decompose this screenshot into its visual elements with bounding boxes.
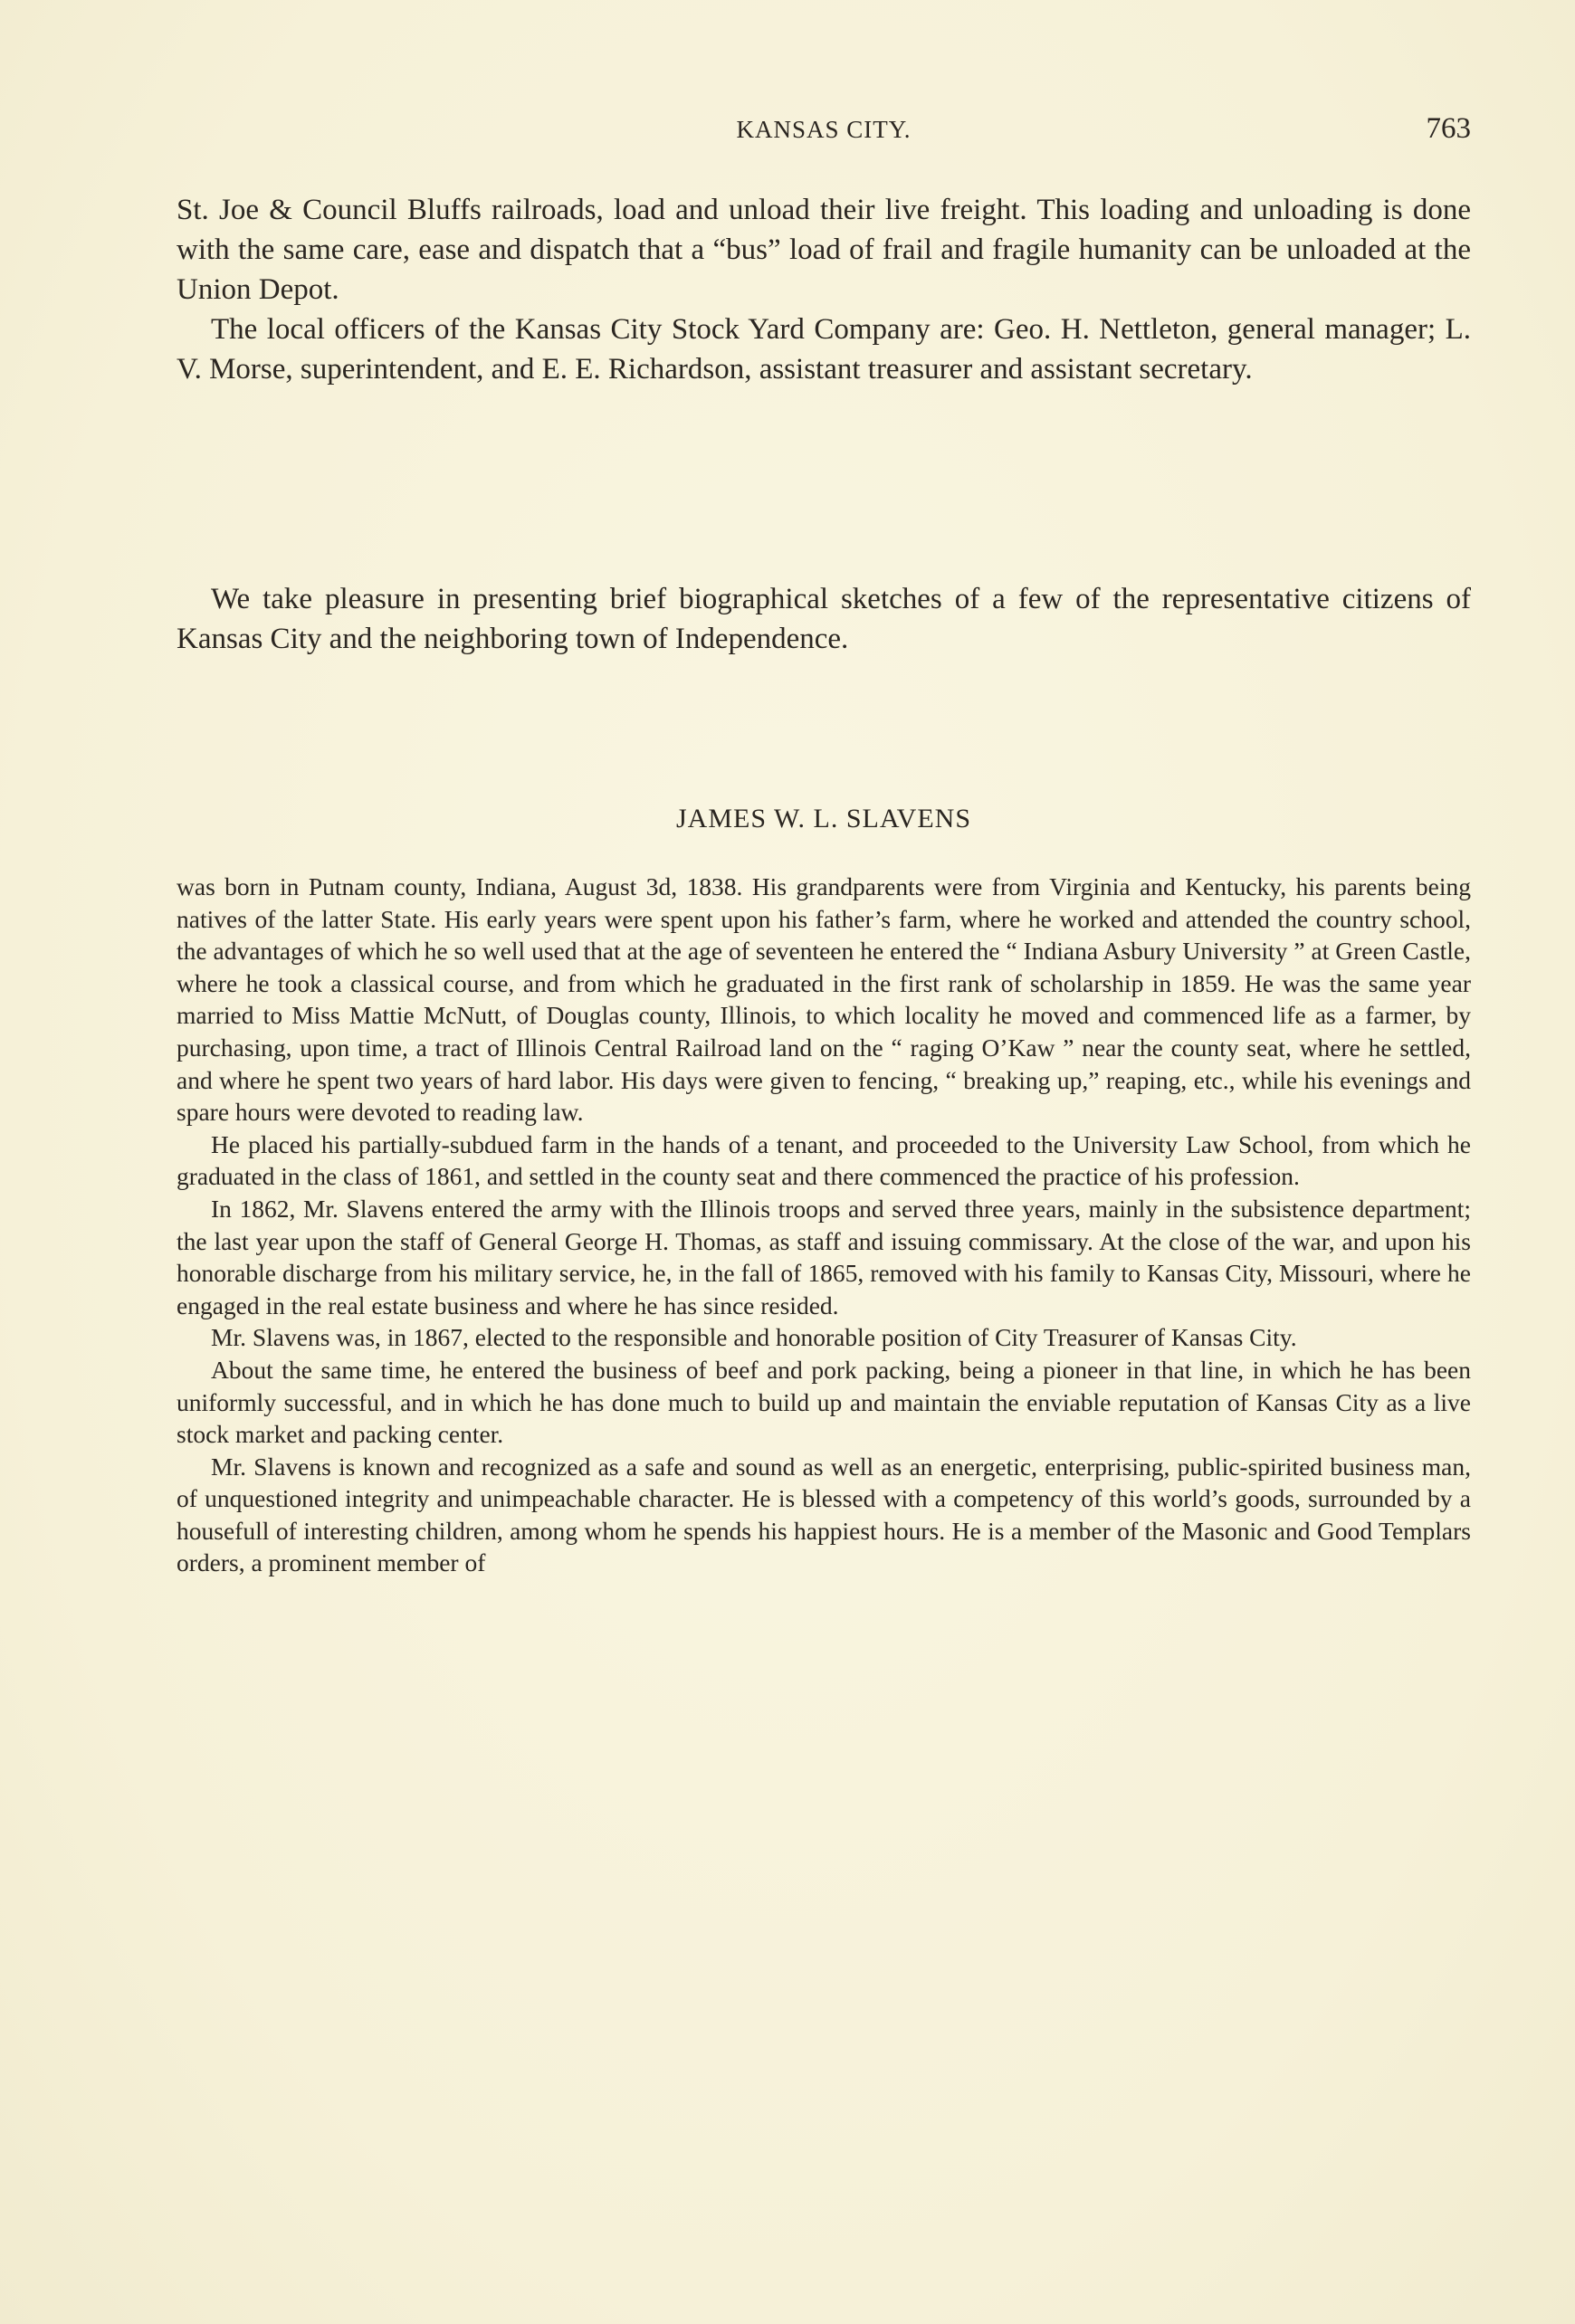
running-head-title: KANSAS CITY. [736, 116, 912, 143]
intro-section [177, 190, 1471, 389]
biography-paragraph: About the same time, he entered the business of beef and pork packing, being a pioneer in that line, in which he has been uniformly successful, and in which he has done much to build up and maintain the enviable reputation of Kansas City as a live stock market and packing center. [177, 1355, 1471, 1449]
page-number: 763 [1426, 112, 1471, 145]
biography-paragraph: Mr. Slavens was, in 1867, elected to the responsible and honorable position of City Treasurer of Kansas City. [211, 1323, 1297, 1352]
biography-paragraph: He placed his partially-subdued farm in the hands of a tenant, and proceeded to the University Law School, from which he graduated in the class of 1861, and settled in the county seat and there commenced the practice of his profession. [177, 1129, 1471, 1191]
biography-paragraph: Mr. Slavens is known and recognized as a safe and sound as well as an energetic, enterprising, public-spirited business man, of unquestioned integrity and unimpeachable character. He is blessed with a competency of this world’s goods, surrounded by a housefull of interesting children, among whom he spends his happiest hours. He is a member of the Masonic and Good Templars orders, a prominent member of [177, 1452, 1471, 1577]
biography-paragraph: In 1862, Mr. Slavens entered the army with the Illinois troops and served three years, mainly in the subsistence department; the last year upon the staff of General George H. Thomas, as staff and issuing commissary. At the close of the war, and upon his honorable discharge from his military service, he, in the fall of 1865, removed with his family to Kansas City, Missouri, where he engaged in the real estate business and where he has since resided. [177, 1194, 1471, 1319]
biography-body [177, 871, 1471, 1579]
running-head [177, 112, 1471, 156]
biography-paragraph: was born in Putnam county, Indiana, August 3d, 1838. His grandparents were from Virginia and Kentucky, his parents being natives of the latter State. His early years were spent upon his father’s farm, where he worked and attended the country school, the advantages of which he so well used that at the age of seventeen he entered the “ Indiana Asbury University ” at Green Castle, where he took a classical course, and from which he graduated in the first rank of scholarship in 1859. He was the same year married to Miss Mattie McNutt, of Douglas county, Illinois, to which locality he moved and commenced life as a farmer, by purchasing, upon time, a tract of Illinois Central Railroad land on the “ raging O’Kaw ” near the county seat, where he settled, and where he spent two years of hard labor. His days were given to fencing, “ breaking up,” reaping, etc., while his evenings and spare hours were devoted to reading law. [177, 872, 1471, 1127]
intro-paragraph-sketches: We take pleasure in presenting brief biographical sketches of a few of the representative citizens of Kansas City and the neighboring town of Independence. [177, 583, 1471, 655]
intro-paragraph-continuation: St. Joe & Council Bluffs railroads, load and unload their live freight. This loading and unloading is done with the same care, ease and dispatch that a “bus” load of frail and fragile humanity can be unloaded at the Union Depot. [177, 194, 1471, 306]
intro-sketches-section [177, 579, 1471, 659]
biography-heading: JAMES W. L. SLAVENS [675, 804, 972, 833]
intro-paragraph-officers: The local officers of the Kansas City Stock Yard Company are: Geo. H. Nettleton, general manager; L. V. Morse, superintendent, and E. E. Richardson, assistant treasurer and assistant secretary. [177, 313, 1471, 386]
